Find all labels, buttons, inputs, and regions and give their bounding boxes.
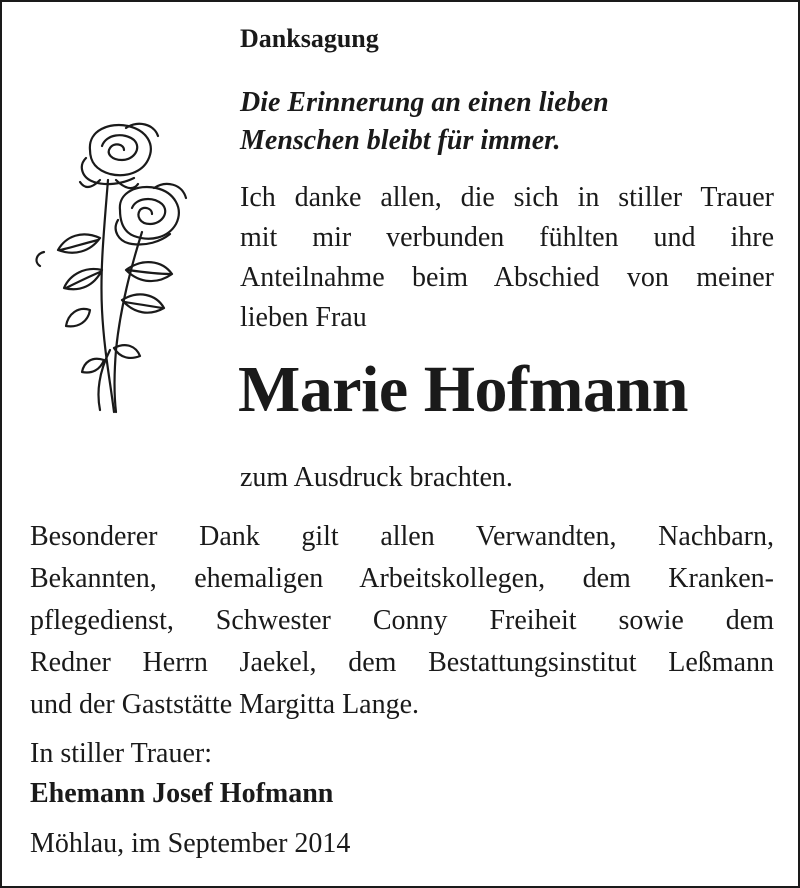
intro-text xyxy=(240,178,774,338)
mourning-label: In stiller Trauer: xyxy=(30,738,212,769)
thanks-line: pflegedienst, Schwester Conny Freiheit sowie dem xyxy=(30,605,774,636)
thanks-line: Besonderer Dank gilt allen Verwandten, Nachbarn, xyxy=(30,521,774,552)
motto xyxy=(240,84,609,160)
rose-icon xyxy=(30,120,200,420)
closing-phrase: zum Ausdruck brachten. xyxy=(240,462,513,493)
signer-name: Ehemann Josef Hofmann xyxy=(30,778,334,809)
intro-line: lieben Frau xyxy=(240,302,367,333)
heading: Danksagung xyxy=(240,24,379,53)
intro-line: mit mir verbunden fühlten und ihre xyxy=(240,222,774,253)
motto-line: Die Erinnerung an einen lieben xyxy=(240,87,609,118)
deceased-name: Marie Hofmann xyxy=(238,353,688,426)
intro-line: Anteilnahme beim Abschied von meiner xyxy=(240,262,774,293)
place-date: Möhlau, im September 2014 xyxy=(30,828,351,859)
thanks-line: Redner Herrn Jaekel, dem Bestattungsinstitut Leßmann xyxy=(30,647,774,678)
mourning-block xyxy=(30,734,333,814)
thanks-line: Bekannten, ehemaligen Arbeitskollegen, dem Kranken- xyxy=(30,563,774,594)
intro-line: Ich danke allen, die sich in stiller Trauer xyxy=(240,182,774,213)
motto-line: Menschen bleibt für immer. xyxy=(240,125,561,156)
thanks-line: und der Gaststätte Margitta Lange. xyxy=(30,689,420,720)
special-thanks xyxy=(30,516,774,726)
